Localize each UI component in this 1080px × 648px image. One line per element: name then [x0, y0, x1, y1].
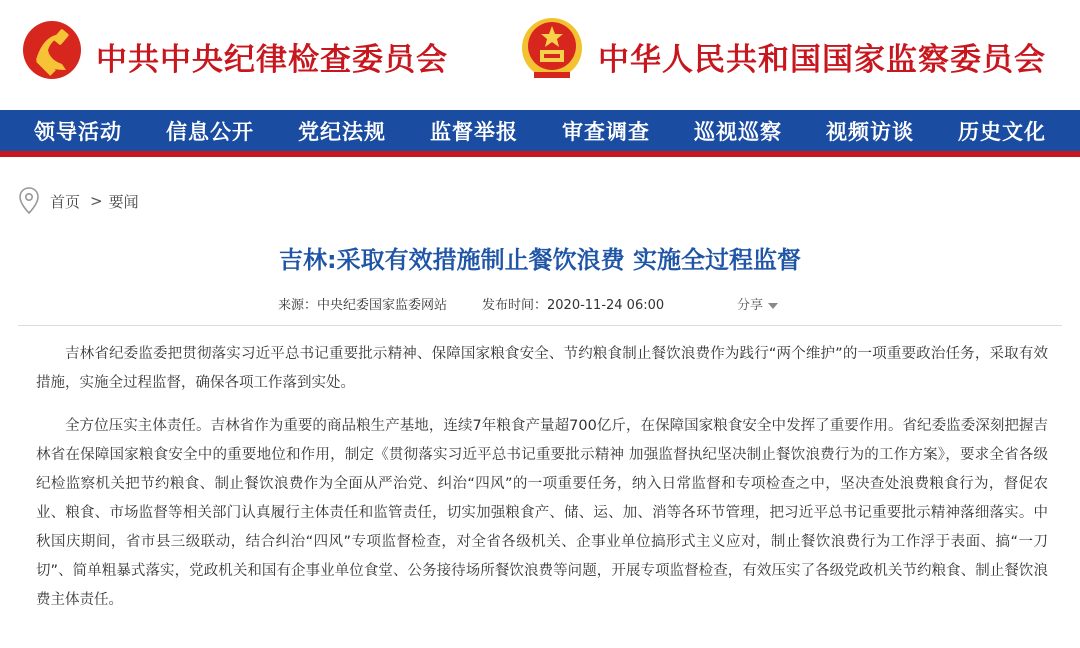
nav-item-regulations[interactable]: 党纪法规	[298, 118, 386, 144]
nav-item-inspection[interactable]: 巡视巡察	[694, 118, 782, 144]
nav-item-leadership[interactable]: 领导活动	[34, 118, 122, 144]
breadcrumb	[18, 186, 139, 216]
share-label: 分享	[737, 298, 764, 313]
nav-item-investigation[interactable]: 审查调查	[562, 118, 650, 144]
article-paragraph: 全方位压实主体责任。吉林省作为重要的商品粮生产基地，连续7年粮食产量超700亿斤，在保障国家粮食安全中发挥了重要作用。省纪委监委深刻把握吉林省在保障国家粮食安全中的重要地位和作用，制定《贯彻落实习近平总书记重要批示精神 加强监督执纪坚决制止餐饮浪费行为的工作方案》，要求全省各级纪检监察机关把节约粮食、制止餐饮浪费作为全面从严治党、纠治“四风”的一项重要任务，纳入日常监督和专项检查之中，坚决查处浪费粮食行为，督促农业、粮食、市场监督等相关部门认真履行主体责任和监管责任，切实加强粮食产、储、运、加、消等各环节管理，把习近平总书记重要批示精神落细落实。中秋国庆期间，省市县三级联动，结合纠治“四风”专项监督检查，对全省各级机关、企事业单位搞形式主义应对，制止餐饮浪费行为工作浮于表面、搞“一刀切”、简单粗暴式落实，党政机关和国有企事业单位食堂、公务接待场所餐饮浪费等问题，开展专项监督检查，有效压实了各级党政机关节约粮食、制止餐饮浪费主体责任。	[36, 418, 1048, 608]
site-header	[0, 0, 1080, 110]
location-pin-icon	[18, 187, 40, 215]
article-publish-time: 发布时间：2020-11-24 06:00	[482, 298, 665, 313]
meta-divider	[18, 325, 1062, 326]
article-title: 吉林:采取有效措施制止餐饮浪费 实施全过程监督	[279, 246, 801, 274]
article-body	[36, 340, 1048, 629]
party-emblem-icon	[22, 20, 82, 80]
national-emblem-icon	[520, 14, 584, 82]
nav-item-history[interactable]: 历史文化	[958, 118, 1046, 144]
breadcrumb-current-link[interactable]: 要闻	[108, 192, 139, 211]
nav-item-disclosure[interactable]: 信息公开	[166, 118, 254, 144]
article-paragraph: 吉林省纪委监委把贯彻落实习近平总书记重要批示精神、保障国家粮食安全、节约粮食制止餐饮浪费作为践行“两个维护”的一项重要政治任务，采取有效措施，实施全过程监督，确保各项工作落到实处。	[36, 346, 1048, 391]
chevron-down-icon	[768, 303, 778, 309]
brand-nsc-title[interactable]: 中华人民共和国国家监察委员会	[598, 42, 1046, 78]
brand-ccdi-title[interactable]: 中共中央纪律检查委员会	[96, 42, 448, 78]
article-source: 来源：中央纪委国家监委网站	[278, 298, 448, 313]
nav-item-video[interactable]: 视频访谈	[826, 118, 914, 144]
breadcrumb-separator: >	[90, 192, 103, 210]
article-meta	[0, 294, 1080, 314]
main-nav	[0, 110, 1080, 151]
nav-item-report[interactable]: 监督举报	[430, 118, 518, 144]
nav-red-divider	[0, 151, 1080, 157]
share-button[interactable]	[737, 294, 778, 313]
breadcrumb-home-link[interactable]: 首页	[50, 192, 81, 211]
